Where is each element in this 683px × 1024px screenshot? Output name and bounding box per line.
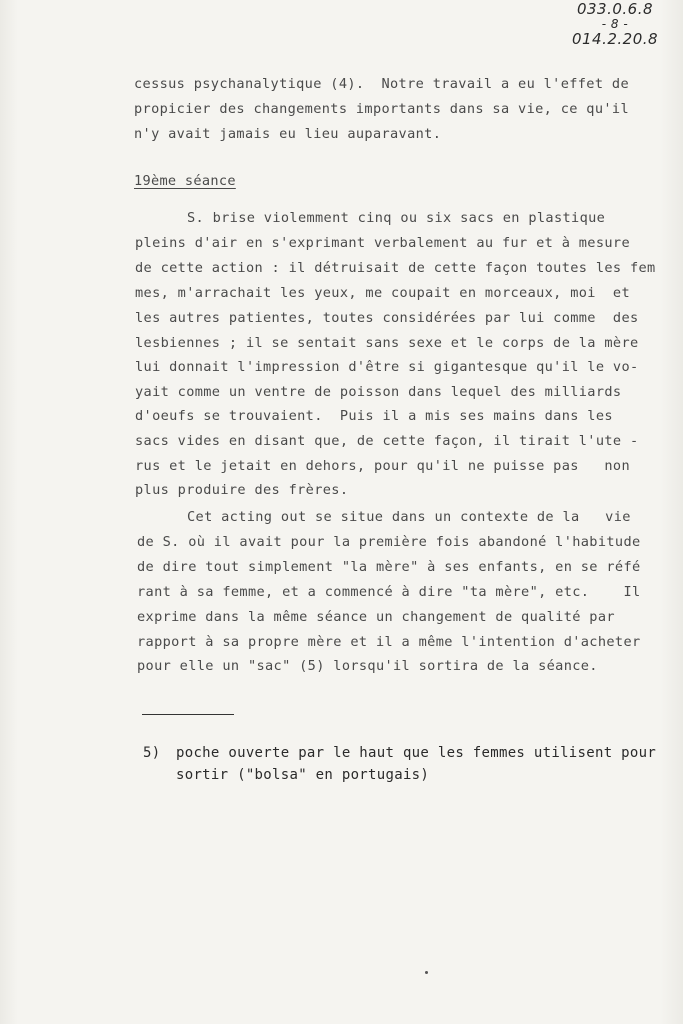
body-line: exprime dans la même séance un changement de qualité par [137,609,615,625]
body-line: les autres patientes, toutes considérées par lui comme des [135,310,639,326]
body-line: rapport à sa propre mère et il a même l'intention d'acheter [137,634,641,650]
body-line: Cet acting out se situe dans un contexte de la vie [187,509,631,525]
footnote-line: sortir ("bolsa" en portugais) [176,767,430,783]
body-line: de cette action : il détruisait de cette façon toutes les fem [135,260,656,276]
archive-reference-stamp [565,2,665,47]
footnote-separator [142,714,234,715]
body-line: lesbiennes ; il se sentait sans sexe et le corps de la mère [135,335,639,351]
body-line: sacs vides en disant que, de cette façon, il tirait l'ute - [135,433,639,449]
paper-speck [425,971,428,974]
body-line: plus produire des frères. [135,482,349,498]
body-line: propicier des changements importants dans sa vie, ce qu'il [134,101,629,117]
footnote-marker: 5) [143,745,161,761]
body-line: lui donnait l'impression d'être si gigantesque qu'il le vo- [135,359,639,375]
body-line: pleins d'air en s'exprimant verbalement au fur et à mesure [135,235,630,251]
footnote-line: poche ouverte par le haut que les femmes utilisent pour [176,745,657,761]
body-line: pour elle un "sac" (5) lorsqu'il sortira de la séance. [137,658,598,674]
page-number: - 8 - [601,17,629,31]
body-line: d'oeufs se trouvaient. Puis il a mis ses mains dans les [135,408,613,424]
archive-ref-line-1: 033.0.6.8 [576,0,654,18]
body-line: yait comme un ventre de poisson dans lequel des milliards [135,384,622,400]
body-line: de S. où il avait pour la première fois abandoné l'habitude [137,534,641,550]
body-line: rus et le jetait en dehors, pour qu'il ne puisse pas non [135,458,630,474]
body-line: de dire tout simplement "la mère" à ses enfants, en se réfé [137,559,641,575]
body-line: mes, m'arrachait les yeux, me coupait en morceaux, moi et [135,285,630,301]
body-line: n'y avait jamais eu lieu auparavant. [134,126,442,142]
body-line: rant à sa femme, et a commencé à dire "ta mère", etc. Il [137,584,641,600]
body-line: S. brise violemment cinq ou six sacs en plastique [187,210,606,226]
archive-ref-line-3: 014.2.20.8 [571,30,659,48]
body-line: cessus psychanalytique (4). Notre travail a eu l'effet de [134,76,629,92]
section-heading: 19ème séance [134,173,236,189]
